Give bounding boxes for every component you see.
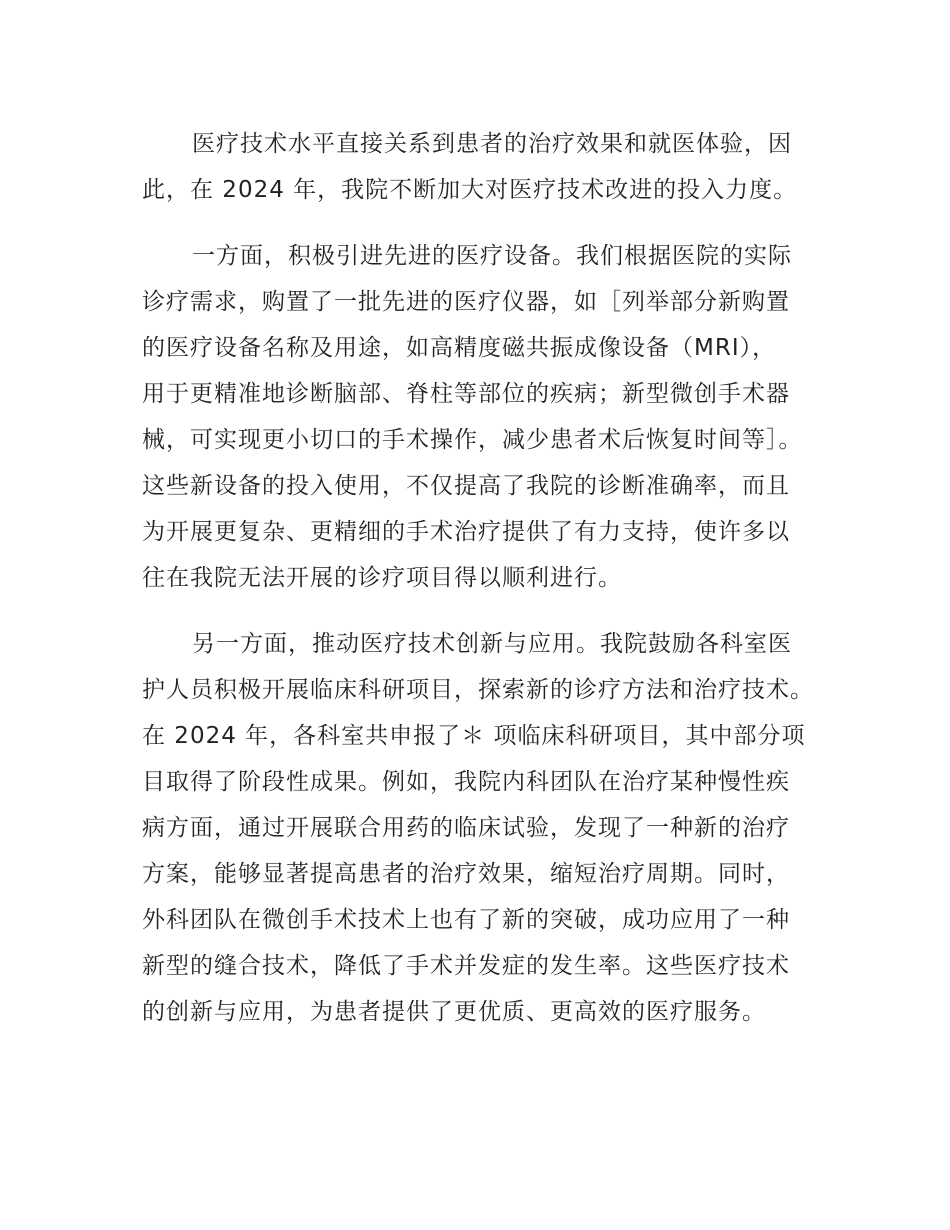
paragraph-line: 为开展更复杂、更精细的手术治疗提供了有力支持，使许多以 (142, 519, 790, 545)
paragraph-line: 一方面，积极引进先进的医疗设备。我们根据医院的实际 (192, 243, 792, 269)
paragraph-line: 新型的缝合技术，降低了手术并发症的发生率。这些医疗技术 (142, 953, 790, 979)
paragraph-line: 用于更精准地诊断脑部、脊柱等部位的疾病；新型微创手术器 (142, 381, 790, 407)
paragraph-line: 往在我院无法开展的诊疗项目得以顺利进行。 (142, 565, 622, 591)
paragraph-line: 这些新设备的投入使用，不仅提高了我院的诊断准确率，而且 (142, 473, 790, 499)
document-body (142, 121, 822, 1055)
paragraph-line: 的医疗设备名称及用途，如高精度磁共振成像设备（MRI）， (142, 335, 777, 361)
paragraph-line: 在 2024 年，各科室共申报了＊ 项临床科研项目，其中部分项 (142, 723, 806, 749)
paragraph-3 (142, 621, 822, 1035)
paragraph-line: 方案，能够显著提高患者的治疗效果，缩短治疗周期。同时， (142, 861, 790, 887)
paragraph-line: 此，在 2024 年，我院不断加大对医疗技术改进的投入力度。 (142, 177, 798, 203)
paragraph-line: 的创新与应用，为患者提供了更优质、更高效的医疗服务。 (142, 999, 766, 1025)
paragraph-1 (142, 121, 822, 213)
paragraph-2 (142, 233, 822, 601)
paragraph-line: 护人员积极开展临床科研项目，探索新的诊疗方法和治疗技术。 (142, 677, 814, 703)
paragraph-line: 另一方面，推动医疗技术创新与应用。我院鼓励各科室医 (192, 631, 792, 657)
paragraph-line: 病方面，通过开展联合用药的临床试验，发现了一种新的治疗 (142, 815, 790, 841)
paragraph-line: 械，可实现更小切口的手术操作，减少患者术后恢复时间等］。 (142, 427, 803, 453)
paragraph-line: 医疗技术水平直接关系到患者的治疗效果和就医体验，因 (192, 131, 792, 157)
paragraph-line: 目取得了阶段性成果。例如，我院内科团队在治疗某种慢性疾 (142, 769, 790, 795)
paragraph-line: 外科团队在微创手术技术上也有了新的突破，成功应用了一种 (142, 907, 790, 933)
paragraph-line: 诊疗需求，购置了一批先进的医疗仪器，如［列举部分新购置 (142, 289, 790, 315)
